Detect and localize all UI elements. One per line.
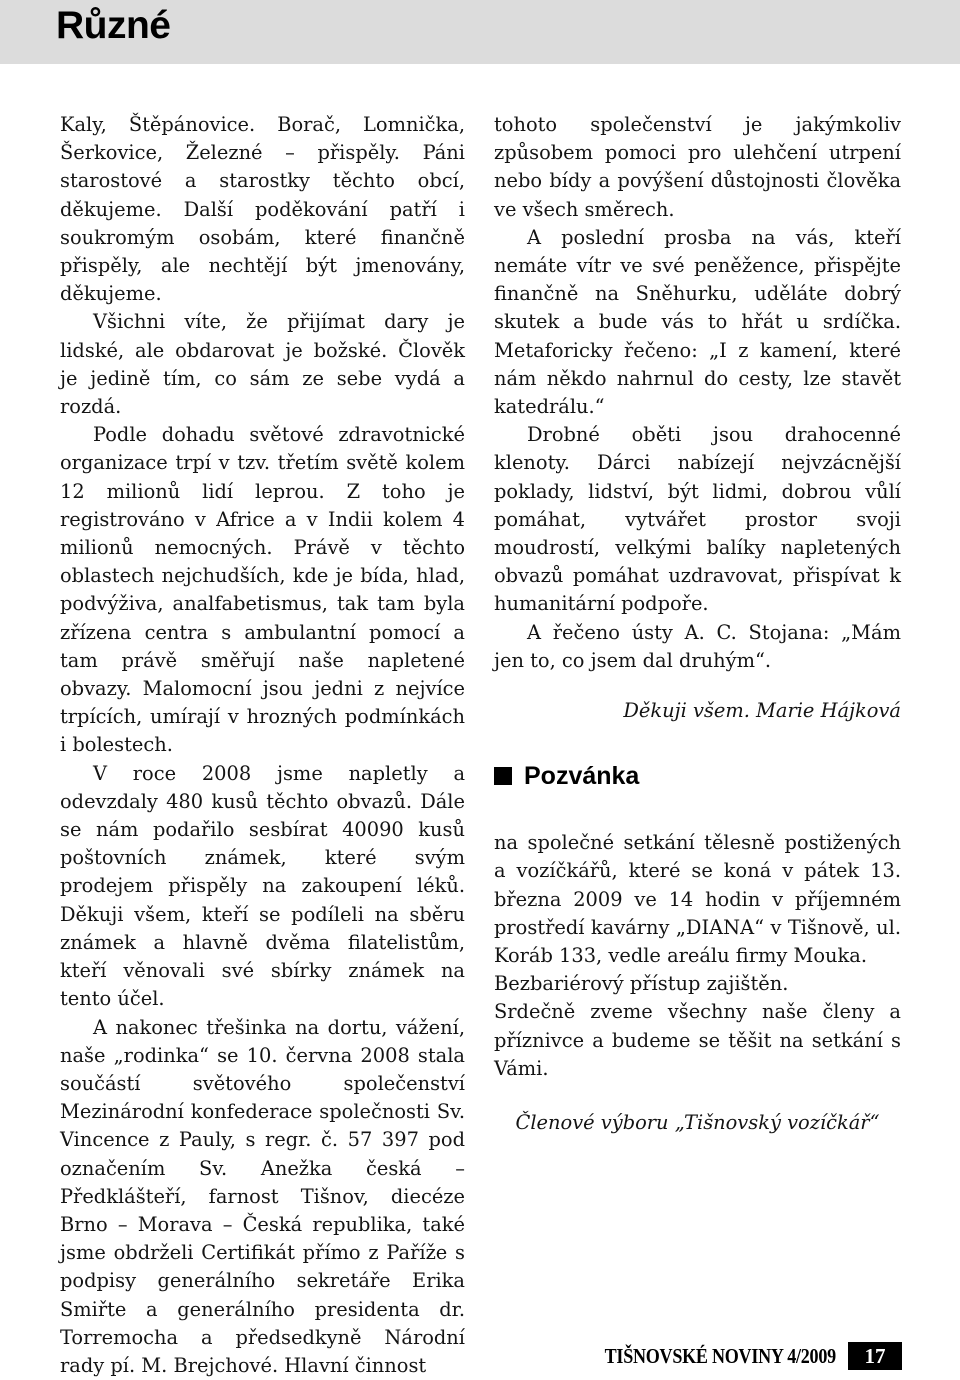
invite-paragraph: Bezbariérový přístup zajištěn. [494,970,901,998]
author-signature: Děkuji všem. Marie Hájková [494,697,901,725]
paragraph: Drobné oběti jsou drahocenné klenoty. Dárci nabízejí nejvzácnější poklady, lidství, být lidmi, dobrou vůlí pomáhat, vytvářet prostor svoji moudrostí, velkými balíky napletených obvazů pomáhat uzdravovat, přispívat k humanitární podpoře. [494,421,901,618]
page-title: Různé [56,4,171,48]
page-number: 17 [848,1342,902,1370]
paragraph: Všichni víte, že přijímat dary je lidské, ale obdarovat je božské. Člověk je jedině tím, co sám ze sebe vydá a rozdá. [60,308,465,421]
publication-name: TIŠNOVSKÉ NOVINY 4/2009 [605,1344,836,1369]
paragraph: A řečeno ústy A. C. Stojana: „Mám jen to, co jsem dal druhým“. [494,619,901,675]
invite-paragraph: Srdečně zveme všechny naše členy a příznivce a budeme se těšit na setkání s Vámi. [494,998,901,1083]
paragraph: tohoto společenství je jakýmkoliv způsobem pomoci pro ulehčení utrpení nebo bídy a povýšení důstojnosti člověka ve všech směrech. [494,111,901,224]
section-title: Pozvánka [524,761,639,791]
paragraph: Kaly, Štěpánovice. Borač, Lomnička, Šerkovice, Železné – přispěly. Páni starostové a starostky těchto obcí, děkujeme. Další poděkování patří i soukromým osobám, které finančně přispěly, ale nechtějí být jmenovány, děkujeme. [60,111,465,308]
paragraph: A poslední prosba na vás, kteří nemáte vítr ve své peněžence, přispějte finančně na Sněhurku, uděláte dobrý skutek a bude vás to hřát u srdíčka. Metaforicky řečeno: „I z kamení, které nám někdo nahrnul do cesty, lze stavět katedrálu.“ [494,224,901,421]
paragraph: V roce 2008 jsme napletly a odevzdaly 480 kusů těchto obvazů. Dále se nám podařilo sesbírat 40090 kusů poštovních známek, které svým prodejem přispěly na zakoupení léků. Děkuji všem, kteří se podíleli na sběru známek a hlavně dvěma filatelistům, kteří věnovali své sbírky známek na tento účel. [60,760,465,1014]
right-column [494,111,901,1137]
header-bar [0,0,960,64]
section-heading [494,761,901,791]
paragraph: A nakonec třešinka na dortu, vážení, naše „rodinka“ se 10. června 2008 stala součástí světového společenství Mezinárodní konfederace společnosti Sv. Vincence z Pauly, s regr. č. 57 397 pod označením Sv. Anežka česká – Předklášteří, farnost Tišnov, diecéze Brno – Morava – Česká republika, také jsme obdrželi Certifikát přímo z Paříže s podpisy generálního sekretáře Erika Smiřte a generálního presidenta dr. Torremocha a předsedkyně Národní rady pí. M. Brejchové. Hlavní činnost [60,1014,465,1380]
bullet-square-icon [494,767,512,785]
paragraph: Podle dohadu světové zdravotnické organizace trpí v tzv. třetím světě kolem 12 milionů lidí leprou. Z toho je registrováno v Africe a v Indii kolem 4 milionů nemocných. Právě v těchto oblastech nejchudších, kde je bída, hlad, podvýživa, analfabetismus, tak tam byla zřízena centra s ambulantní pomocí a tam právě směřují naše napletené obvazy. Malomocní jsou jedni z nejvíce trpících, umírají v hrozných podmínkách i bolestech. [60,421,465,759]
left-column [60,111,465,1380]
invite-paragraph: na společné setkání tělesně postižených a vozíčkářů, které se koná v pátek 13. března 2009 ve 14 hodin v příjemném prostředí kavárny „DIANA“ v Tišnově, ul. Koráb 133, vedle areálu firmy Mouka. [494,829,901,970]
footer [567,1342,902,1370]
closing-signature: Členové výboru „Tišnovský vozíčkář“ [494,1109,901,1137]
